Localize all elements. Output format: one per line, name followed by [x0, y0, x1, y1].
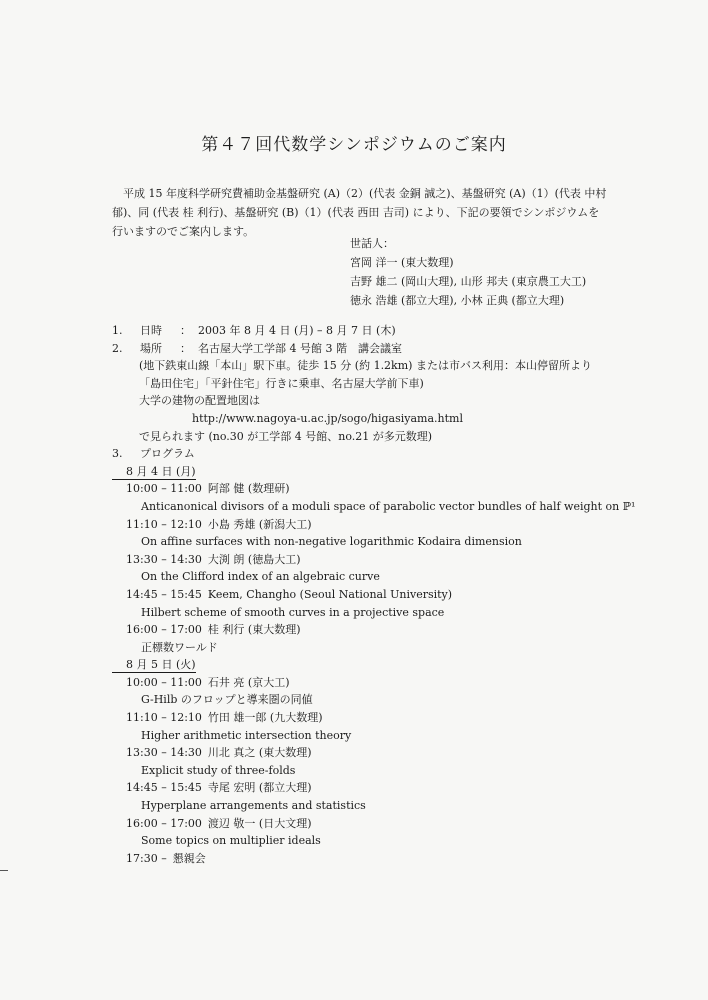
talk-speaker: 石井 亮 (京大工) — [207, 675, 290, 689]
access-note-1: (地下鉄東山線「本山」駅下車。徒歩 15 分 (約 1.2km) または市バス利用：本山停留所より — [139, 359, 592, 373]
talk-entry — [112, 516, 632, 534]
talk-time: 13:30 – 14:30 — [126, 746, 202, 760]
talk-time: 16:00 – 17:00 — [126, 623, 202, 637]
organizer-line: 宮岡 洋一 (東大数理) — [350, 256, 454, 269]
talk-speaker: Keem, Changho (Seoul National University) — [207, 587, 453, 601]
talk-time: 11:10 – 12:10 — [126, 517, 202, 531]
details-list — [112, 322, 636, 867]
talk-title: G-Hilb のフロップと導来圏の同値 — [141, 693, 313, 707]
talk-speaker: 川北 真之 (東大数理) — [207, 746, 312, 760]
talk-time: 11:10 – 12:10 — [126, 711, 202, 725]
colon: ： — [180, 341, 191, 355]
talk-time: 17:30 – — [126, 851, 167, 865]
page-title: 第４７回代数学シンポジウムのご案内 — [201, 135, 507, 155]
organizer-line: 吉野 雄二 (岡山大理), 山形 邦夫 (東京農工大工) — [350, 275, 587, 288]
talk-speaker: 桂 利行 (東大数理) — [207, 623, 301, 637]
talk-title: Anticanonical divisors of a moduli space of parabolic vector bundles of half weight on ℙ¹ — [141, 499, 636, 513]
talk-title: Some topics on multiplier ideals — [141, 834, 321, 848]
day-heading-wrap — [112, 463, 632, 481]
talk-entry — [112, 674, 632, 692]
day-heading: 8 月 4 日 (月) — [112, 464, 196, 480]
date-item — [112, 322, 632, 340]
talk-entry — [112, 621, 632, 639]
date-label: 日時 — [140, 324, 162, 337]
talk-title: On the Clifford index of an algebraic curve — [141, 570, 380, 584]
day-heading-wrap — [112, 656, 632, 674]
place-value: 名古屋大学工学部 4 号館 3 階 講会議室 — [198, 341, 402, 355]
intro-paragraph — [112, 184, 608, 241]
item-number: 3. — [112, 447, 123, 461]
talk-title: On affine surfaces with non-negative logarithmic Kodaira dimension — [141, 535, 522, 549]
intro-text: 平成 15 年度科学研究費補助金基盤研究 (A)（2）(代表 金銅 誠之)、基盤研究 (A)（1）(代表 中村 郁)、同 (代表 桂 利行)、基盤研究 (B)（1）(代表 西田 吉司) により、下記の要領でシンポジウムを行いますのでご案内します。 — [112, 187, 607, 238]
talk-title: Hyperplane arrangements and statistics — [141, 799, 366, 813]
program-schedule — [112, 463, 636, 868]
talk-entry — [112, 815, 632, 833]
map-url-link[interactable]: http://www.nagoya-u.ac.jp/sogo/higasiyama.html — [192, 411, 463, 425]
colon: ： — [180, 324, 191, 337]
talk-entry — [112, 586, 632, 604]
talk-time: 14:45 – 15:45 — [126, 587, 202, 601]
talk-time: 16:00 – 17:00 — [126, 816, 202, 830]
talk-speaker: 寺尾 宏明 (都立大理) — [207, 781, 312, 795]
item-number: 1. — [112, 324, 123, 337]
organizers-block — [350, 234, 650, 310]
place-label: 場所 — [140, 341, 162, 355]
access-note-2: 「島田住宅」「平針住宅」行きに乗車、名古屋大学前下車) — [139, 376, 424, 390]
organizers-label: 世話人： — [350, 237, 394, 250]
talk-entry — [112, 480, 632, 498]
talk-title: Higher arithmetic intersection theory — [141, 728, 352, 742]
talk-entry — [112, 779, 632, 797]
item-number: 2. — [112, 341, 123, 355]
talk-speaker: 懇親会 — [172, 851, 206, 865]
talk-entry — [112, 709, 632, 727]
talk-entry — [112, 744, 632, 762]
talk-speaker: 小島 秀雄 (新潟大工) — [207, 517, 312, 531]
place-item — [112, 340, 632, 358]
scan-edge-mark — [0, 870, 8, 871]
organizer-line: 徳永 浩雄 (都立大理), 小林 正典 (都立大理) — [350, 294, 565, 307]
program-item — [112, 445, 632, 463]
map-note: で見られます (no.30 が工学部 4 号館、no.21 が多元数理) — [139, 429, 433, 443]
day-heading: 8 月 5 日 (火) — [112, 657, 196, 673]
talk-speaker: 竹田 雄一郎 (九大数理) — [207, 711, 323, 725]
talk-time: 13:30 – 14:30 — [126, 552, 202, 566]
talk-entry — [112, 850, 632, 868]
map-intro: 大学の建物の配置地図は — [139, 394, 260, 408]
date-value: 2003 年 8 月 4 日 (月) – 8 月 7 日 (木) — [198, 324, 396, 337]
talk-time: 10:00 – 11:00 — [126, 482, 202, 496]
talk-speaker: 大渕 朗 (徳島大工) — [207, 552, 301, 566]
talk-title: 正標数ワールド — [141, 640, 218, 654]
talk-entry — [112, 551, 632, 569]
talk-time: 14:45 – 15:45 — [126, 781, 202, 795]
talk-time: 10:00 – 11:00 — [126, 675, 202, 689]
talk-speaker: 阿部 健 (数理研) — [207, 482, 290, 496]
talk-title: Hilbert scheme of smooth curves in a projective space — [141, 605, 445, 619]
talk-title: Explicit study of three-folds — [141, 763, 296, 777]
talk-speaker: 渡辺 敬一 (日大文理) — [207, 816, 312, 830]
program-label: プログラム — [140, 447, 195, 461]
